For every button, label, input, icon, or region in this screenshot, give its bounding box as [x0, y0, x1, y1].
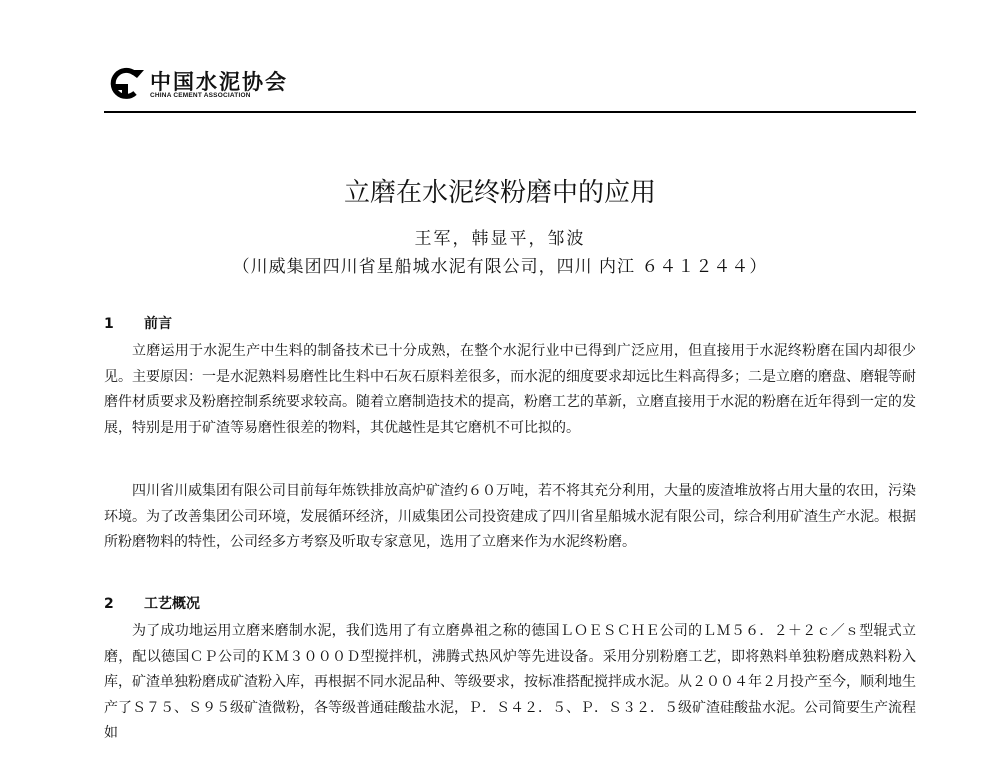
- logo-chinese-name: 中国水泥协会: [150, 69, 288, 94]
- section-number: 2: [104, 596, 114, 612]
- header-divider: [104, 111, 916, 113]
- section-heading-introduction: [104, 313, 172, 333]
- paper-title: 立磨在水泥终粉磨中的应用: [343, 178, 656, 208]
- body-paragraph: 为了成功地运用立磨来磨制水泥，我们选用了有立磨鼻祖之称的德国ＬＯＥＳＣＨＥ公司的ＬＭ５６．２＋２ｃ／ｓ型辊式立磨，配以德国ＣＰ公司的ＫＭ３０００Ｄ型搅拌机，沸腾式热风炉等先进设备。采用分别粉磨工艺，即将熟料单独粉磨成熟料粉入库，矿渣单独粉磨成矿渣粉入库，再根据不同水泥品种、等级要求，按标准搭配搅拌成水泥。从２００４年２月投产至今，顺利地生产了Ｓ７５、Ｓ９５级矿渣微粉，各等级普通硅酸盐水泥，Ｐ．Ｓ４２．５、Ｐ．Ｓ３２．５级矿渣硅酸盐水泥。公司简要生产流程如: [104, 623, 916, 741]
- section-number: 1: [104, 316, 114, 332]
- cement-association-emblem-icon: [104, 64, 148, 104]
- section-title: 前言: [144, 316, 172, 332]
- logo-english-name: CHINA CEMENT ASSOCIATION: [150, 92, 251, 99]
- paper-affiliation: （川威集团四川省星船城水泥有限公司，四川 内江 ６４１２４４）: [232, 257, 768, 277]
- section-heading-process-overview: [104, 593, 200, 613]
- body-paragraph: 四川省川威集团有限公司目前每年炼铁排放高炉矿渣约６０万吨，若不将其充分利用，大量的废渣堆放将占用大量的农田，污染环境。为了改善集团公司环境，发展循环经济，川威集团公司投资建成了四川省星船城水泥有限公司，综合利用矿渣生产水泥。根据所粉磨物料的特性，公司经多方考察及听取专家意见，选用了立磨来作为水泥终粉磨。: [104, 483, 916, 550]
- body-paragraph: 立磨运用于水泥生产中生料的制备技术已十分成熟，在整个水泥行业中已得到广泛应用，但直接用于水泥终粉磨在国内却很少见。主要原因：一是水泥熟料易磨性比生料中石灰石原料差很多，而水泥的细度要求却远比生料高得多；二是立磨的磨盘、磨辊等耐磨件材质要求及粉磨控制系统要求较高。随着立磨制造技术的提高，粉磨工艺的革新，立磨直接用于水泥的粉磨在近年得到一定的发展，特别是用于矿渣等易磨性很差的物料，其优越性是其它磨机不可比拟的。: [104, 343, 916, 436]
- paper-authors: 王军，韩显平，邹波: [414, 229, 586, 249]
- section-title: 工艺概况: [144, 596, 200, 612]
